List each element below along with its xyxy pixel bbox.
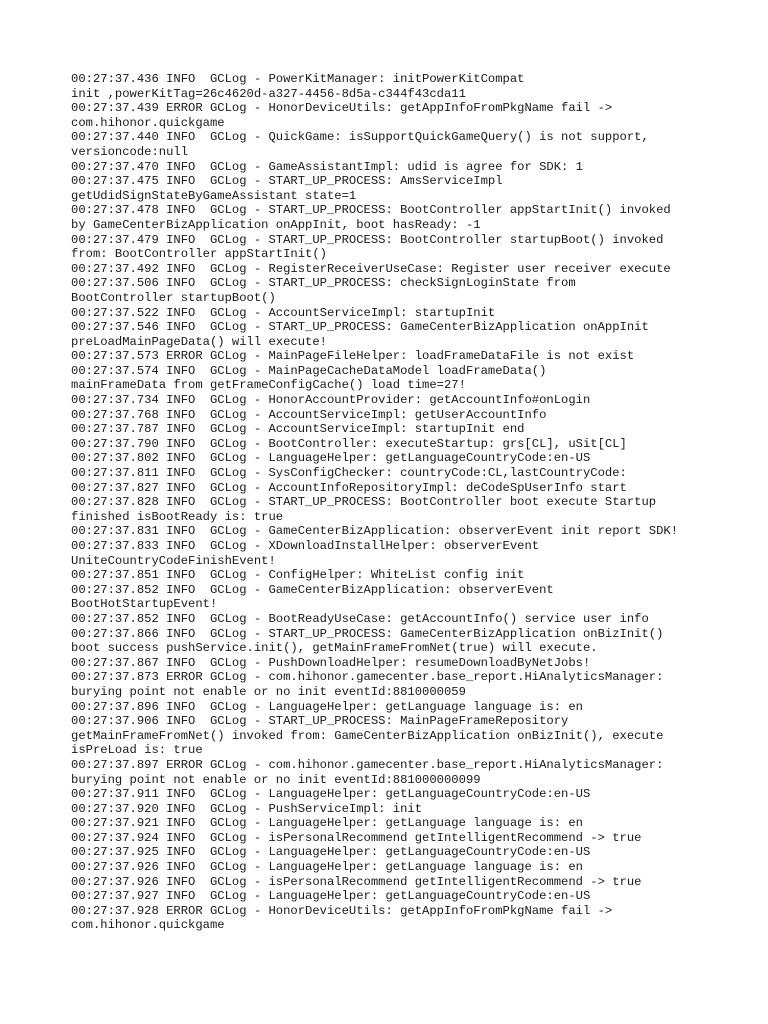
log-line: 00:27:37.492 INFO GCLog - RegisterReceiverUseCase: Register user receiver execute (71, 261, 671, 276)
log-line: versioncode:null (71, 144, 189, 159)
log-line: from: BootController appStartInit() (71, 247, 327, 262)
log-line: 00:27:37.787 INFO GCLog - AccountServiceImpl: startupInit end (71, 422, 525, 437)
log-line: 00:27:37.833 INFO GCLog - XDownloadInstallHelper: observerEvent (71, 539, 540, 553)
log-line: BootController startupBoot() (71, 290, 276, 305)
log-line: 00:27:37.852 INFO GCLog - GameCenterBizApplication: observerEvent (71, 582, 554, 597)
log-line: 00:27:37.920 INFO GCLog - PushServiceImpl: init (71, 801, 423, 816)
log-line: 00:27:37.768 INFO GCLog - AccountServiceImpl: getUserAccountInfo (71, 407, 547, 422)
log-line: 00:27:37.924 INFO GCLog - isPersonalRecommend getIntelligentRecommend -> true (71, 830, 642, 845)
log-line: 00:27:37.831 INFO GCLog - GameCenterBizApplication: observerEvent init report SDK! (71, 524, 679, 539)
log-line: 00:27:37.475 INFO GCLog - START_UP_PROCESS: AmsServiceImpl (71, 174, 503, 189)
log-line: 00:27:37.926 INFO GCLog - LanguageHelper: getLanguage language is: en (71, 860, 583, 875)
log-line: 00:27:37.828 INFO GCLog - START_UP_PROCESS: BootController boot execute Startup (71, 495, 657, 510)
log-line: 00:27:37.906 INFO GCLog - START_UP_PROCESS: MainPageFrameRepository (71, 714, 569, 729)
log-line: isPreLoad is: true (71, 743, 203, 758)
log-line: getUdidSignStateByGameAssistant state=1 (71, 188, 357, 203)
log-line: 00:27:37.851 INFO GCLog - ConfigHelper: WhiteList config init (71, 568, 525, 583)
log-line: mainFrameData from getFrameConfigCache() load time=27! (71, 378, 466, 393)
log-line: 00:27:37.811 INFO GCLog - SysConfigChecker: countryCode:CL,lastCountryCode: (71, 466, 627, 481)
log-line: 00:27:37.911 INFO GCLog - LanguageHelper: getLanguageCountryCode:en-US (71, 787, 591, 802)
log-line: 00:27:37.478 INFO GCLog - START_UP_PROCESS: BootController appStartInit() invoked (71, 203, 671, 218)
log-line: com.hihonor.quickgame (71, 918, 225, 933)
log-line: getMainFrameFromNet() invoked from: GameCenterBizApplication onBizInit(), execute (71, 728, 664, 743)
log-line: 00:27:37.790 INFO GCLog - BootController: executeStartup: grs[CL], uSit[CL] (71, 436, 627, 451)
log-line: 00:27:37.436 INFO GCLog - PowerKitManager: initPowerKitCompat (71, 72, 525, 86)
log-line: finished isBootReady is: true (71, 509, 284, 524)
log-line: burying point not enable or no init eventId:881000000099 (71, 772, 481, 787)
log-line: preLoadMainPageData() will execute! (71, 334, 327, 349)
log-line: 00:27:37.921 INFO GCLog - LanguageHelper: getLanguage language is: en (71, 816, 583, 831)
log-text-block (71, 72, 761, 933)
log-line: by GameCenterBizApplication onAppInit, boot hasReady: -1 (71, 217, 481, 232)
log-line: 00:27:37.866 INFO GCLog - START_UP_PROCESS: GameCenterBizApplication onBizInit() (71, 626, 664, 641)
log-line: 00:27:37.897 ERROR GCLog - com.hihonor.gamecenter.base_report.HiAnalyticsManager: (71, 757, 664, 772)
log-line: 00:27:37.927 INFO GCLog - LanguageHelper: getLanguageCountryCode:en-US (71, 889, 591, 904)
log-line: 00:27:37.926 INFO GCLog - isPersonalRecommend getIntelligentRecommend -> true (71, 874, 642, 889)
log-line: com.hihonor.quickgame (71, 115, 225, 130)
log-line: boot success pushService.init(), getMainFrameFromNet(true) will execute. (71, 641, 598, 656)
log-line: 00:27:37.896 INFO GCLog - LanguageHelper: getLanguage language is: en (71, 699, 583, 714)
log-line: 00:27:37.439 ERROR GCLog - HonorDeviceUtils: getAppInfoFromPkgName fail -> (71, 101, 613, 116)
log-line: 00:27:37.928 ERROR GCLog - HonorDeviceUtils: getAppInfoFromPkgName fail -> (71, 903, 613, 918)
log-line: UniteCountryCodeFinishEvent! (71, 553, 276, 568)
log-line: BootHotStartupEvent! (71, 597, 218, 612)
log-line: 00:27:37.873 ERROR GCLog - com.hihonor.gamecenter.base_report.HiAnalyticsManager: (71, 670, 664, 685)
log-line: 00:27:37.827 INFO GCLog - AccountInfoRepositoryImpl: deCodeSpUserInfo start (71, 480, 627, 495)
log-line: 00:27:37.522 INFO GCLog - AccountServiceImpl: startupInit (71, 305, 496, 320)
log-line: init ,powerKitTag=26c4620d-a327-4456-8d5a-c344f43cda11 (71, 86, 466, 101)
log-line: 00:27:37.506 INFO GCLog - START_UP_PROCESS: checkSignLoginState from (71, 276, 576, 291)
log-line: 00:27:37.734 INFO GCLog - HonorAccountProvider: getAccountInfo#onLogin (71, 393, 591, 408)
log-line: 00:27:37.867 INFO GCLog - PushDownloadHelper: resumeDownloadByNetJobs! (71, 655, 591, 670)
log-line: 00:27:37.925 INFO GCLog - LanguageHelper: getLanguageCountryCode:en-US (71, 845, 591, 860)
log-line: 00:27:37.802 INFO GCLog - LanguageHelper: getLanguageCountryCode:en-US (71, 451, 591, 466)
log-line: 00:27:37.574 INFO GCLog - MainPageCacheDataModel loadFrameData() (71, 363, 547, 378)
log-line: 00:27:37.573 ERROR GCLog - MainPageFileHelper: loadFrameDataFile is not exist (71, 349, 635, 364)
log-line: burying point not enable or no init eventId:8810000059 (71, 684, 466, 699)
log-line: 00:27:37.546 INFO GCLog - START_UP_PROCESS: GameCenterBizApplication onAppInit (71, 320, 649, 335)
log-line: 00:27:37.852 INFO GCLog - BootReadyUseCase: getAccountInfo() service user info (71, 611, 649, 626)
log-line: 00:27:37.440 INFO GCLog - QuickGame: isSupportQuickGameQuery() is not support, (71, 130, 649, 145)
log-line: 00:27:37.470 INFO GCLog - GameAssistantImpl: udid is agree for SDK: 1 (71, 159, 583, 174)
log-line: 00:27:37.479 INFO GCLog - START_UP_PROCESS: BootController startupBoot() invoked (71, 232, 664, 247)
